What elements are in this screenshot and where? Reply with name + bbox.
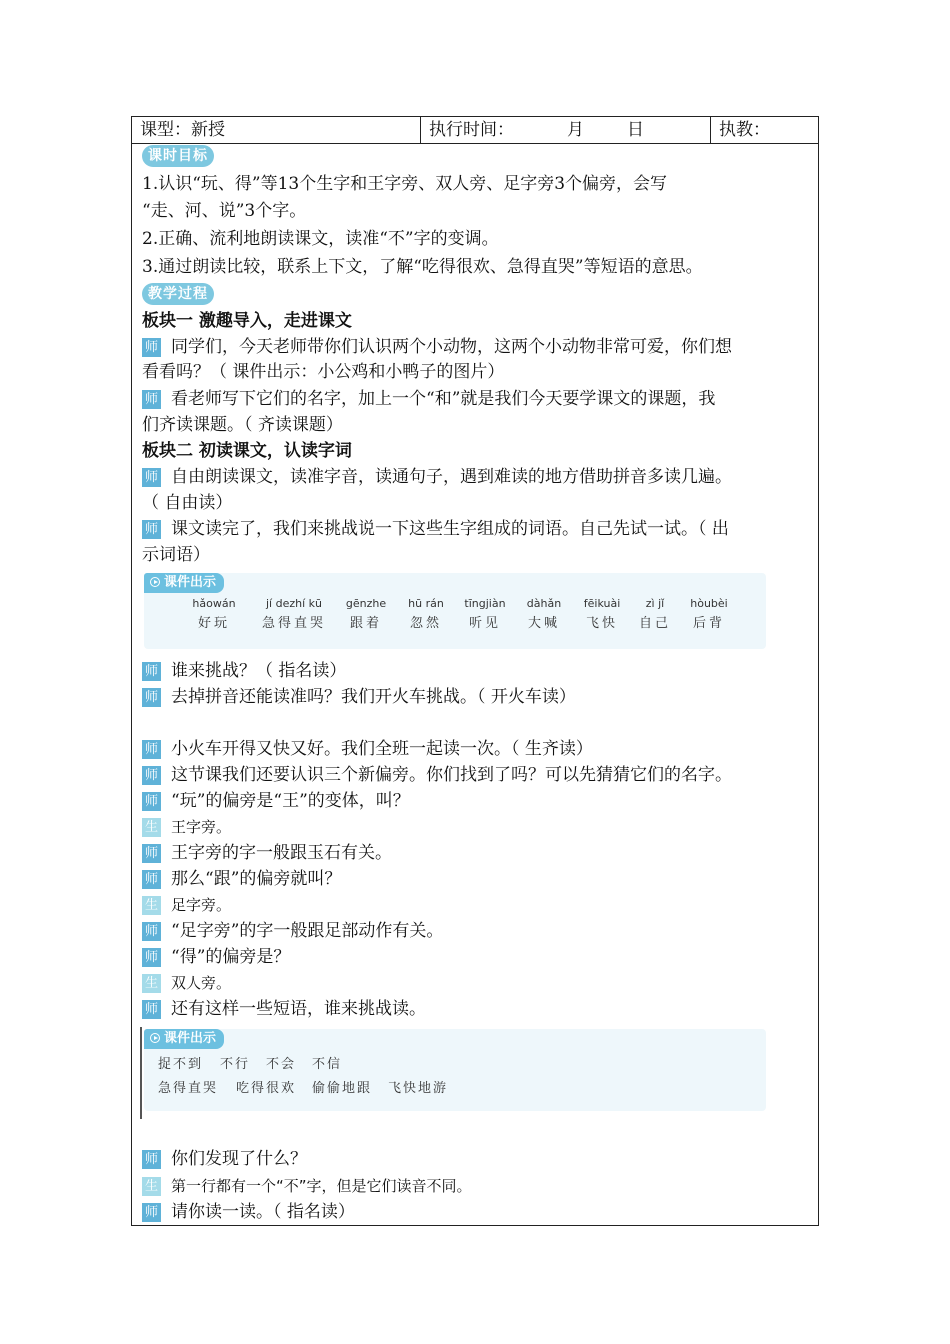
dialog-line: 生 第一行都有一个“不”字，但是它们读音不同。 bbox=[142, 1174, 472, 1198]
vocab-word: zì jǐ 自己 bbox=[638, 597, 671, 631]
goal-line: 2.正确、流利地朗读课文，读准“不”字的变调。 bbox=[142, 229, 499, 249]
slide-left-rule bbox=[140, 1027, 142, 1119]
teacher-tag: 师 bbox=[142, 766, 161, 785]
goal-line: 1.认识“玩、得”等13个生字和王字旁、双人旁、足字旁3个偏旁，会写 bbox=[142, 174, 668, 194]
teacher-tag: 师 bbox=[142, 870, 161, 889]
dialog-line: 师 去掉拼音还能读准吗？我们开火车挑战。（ 开火车读） bbox=[142, 685, 576, 709]
vocab-word: hǎowán 好玩 bbox=[192, 597, 236, 631]
phrase-item: 偷偷地跟 bbox=[312, 1081, 373, 1096]
slide-title: 课件出示 bbox=[144, 573, 224, 593]
vocab-word: gēnzhe 跟着 bbox=[345, 597, 387, 631]
phrase-item: 不行 bbox=[220, 1057, 251, 1072]
teacher-tag: 师 bbox=[142, 948, 161, 967]
dialog-line: （ 自由读） bbox=[142, 493, 233, 513]
teacher-tag: 师 bbox=[142, 520, 161, 539]
dialog-line: 师 请你读一读。（ 指名读） bbox=[142, 1200, 355, 1224]
student-tag: 生 bbox=[142, 1177, 161, 1196]
slide-title: 课件出示 bbox=[144, 1029, 224, 1049]
month-label: 月 bbox=[567, 120, 584, 140]
goal-line: “走、河、说”3个字。 bbox=[142, 201, 307, 221]
block2-title: 板块二 初读课文，认读字词 bbox=[142, 441, 352, 461]
teacher-tag: 师 bbox=[142, 390, 161, 409]
dialog-line: 师 同学们，今天老师带你们认识两个小动物，这两个小动物非常可爱，你们想 bbox=[142, 335, 732, 359]
vocab-word: fēikuài 飞快 bbox=[583, 597, 621, 631]
vocab-word: tīngjiàn 听见 bbox=[464, 597, 506, 631]
teacher-tag: 师 bbox=[142, 1000, 161, 1019]
teacher-tag: 师 bbox=[142, 338, 161, 357]
dialog-line: 师 那么“跟”的偏旁就叫？ bbox=[142, 867, 341, 891]
phrase-item: 不信 bbox=[312, 1057, 343, 1072]
lesson-type-cell bbox=[132, 117, 420, 143]
teacher-tag: 师 bbox=[142, 740, 161, 759]
dialog-line: 师 课文读完了，我们来挑战说一下这些生字组成的词语。自己先试一试。（ 出 bbox=[142, 517, 729, 541]
teacher-cell bbox=[710, 117, 818, 143]
dialog-line: 师 “得”的偏旁是？ bbox=[142, 945, 290, 969]
dialog-line: 生 王字旁。 bbox=[142, 815, 231, 839]
dialog-line: 师 “足字旁”的字一般跟足部动作有关。 bbox=[142, 919, 443, 943]
dialog-line: 看看吗？（ 课件出示：小公鸡和小鸭子的图片） bbox=[142, 362, 505, 382]
lesson-type: 课型：新授 bbox=[140, 120, 225, 140]
phrase-item: 急得直哭 bbox=[158, 1081, 219, 1096]
dialog-line: 师 这节课我们还要认识三个新偏旁。你们找到了吗？可以先猜猜它们的名字。 bbox=[142, 763, 732, 787]
dialog-line: 示词语） bbox=[142, 545, 210, 565]
dialog-line: 师 “玩”的偏旁是“王”的变体，叫？ bbox=[142, 789, 410, 813]
teacher-label: 执教： bbox=[719, 120, 770, 140]
student-tag: 生 bbox=[142, 818, 161, 837]
day-label: 日 bbox=[627, 120, 644, 140]
dialog-line: 生 足字旁。 bbox=[142, 893, 231, 917]
student-tag: 生 bbox=[142, 896, 161, 915]
dialog-line: 师 自由朗读课文，读准字音，读通句子，遇到难读的地方借助拼音多读几遍。 bbox=[142, 465, 732, 489]
dialog-line: 师 你们发现了什么？ bbox=[142, 1147, 307, 1171]
teacher-tag: 师 bbox=[142, 922, 161, 941]
block1-title: 板块一 激趣导入，走进课文 bbox=[142, 311, 352, 331]
goals-section-tag: 课时目标 bbox=[142, 145, 214, 167]
dialog-line: 师 小火车开得又快又好。我们全班一起读一次。（ 生齐读） bbox=[142, 737, 593, 761]
teacher-tag: 师 bbox=[142, 844, 161, 863]
phrase-item: 吃得很欢 bbox=[236, 1081, 297, 1096]
dialog-line: 们齐读课题。（ 齐读课题） bbox=[142, 415, 343, 435]
dialog-line: 师 还有这样一些短语，谁来挑战读。 bbox=[142, 997, 426, 1021]
teacher-tag: 师 bbox=[142, 662, 161, 681]
phrase-item: 捉不到 bbox=[158, 1057, 204, 1072]
header-row bbox=[132, 117, 818, 144]
vocab-word: hòubèi 后背 bbox=[690, 597, 728, 631]
vocab-word: jí dezhí kū 急得直哭 bbox=[261, 597, 326, 631]
teacher-tag: 师 bbox=[142, 468, 161, 487]
phrase-item: 飞快地游 bbox=[388, 1081, 449, 1096]
dialog-line: 师 看老师写下它们的名字，加上一个“和”就是我们今天要学课文的课题，我 bbox=[142, 387, 715, 411]
teacher-tag: 师 bbox=[142, 1150, 161, 1169]
exec-time-cell bbox=[420, 117, 710, 143]
exec-time-label: 执行时间： bbox=[429, 120, 514, 140]
slide-phrases bbox=[144, 1029, 766, 1111]
process-section-tag: 教学过程 bbox=[142, 283, 214, 305]
dialog-line: 师 谁来挑战？（ 指名读） bbox=[142, 659, 346, 683]
lesson-plan-table bbox=[131, 116, 819, 1226]
goal-line: 3.通过朗读比较，联系上下文，了解“吃得很欢、急得直哭”等短语的意思。 bbox=[142, 257, 703, 277]
teacher-tag: 师 bbox=[142, 688, 161, 707]
vocab-word: hū rán 忽然 bbox=[408, 597, 444, 631]
play-icon bbox=[150, 577, 160, 587]
student-tag: 生 bbox=[142, 974, 161, 993]
slide-vocabulary bbox=[144, 573, 766, 649]
dialog-line: 生 双人旁。 bbox=[142, 971, 231, 995]
play-icon bbox=[150, 1033, 160, 1043]
teacher-tag: 师 bbox=[142, 1203, 161, 1222]
phrase-item: 不会 bbox=[266, 1057, 297, 1072]
dialog-line: 师 王字旁的字一般跟玉石有关。 bbox=[142, 841, 392, 865]
teacher-tag: 师 bbox=[142, 792, 161, 811]
vocab-word: dàhǎn 大喊 bbox=[526, 597, 562, 631]
